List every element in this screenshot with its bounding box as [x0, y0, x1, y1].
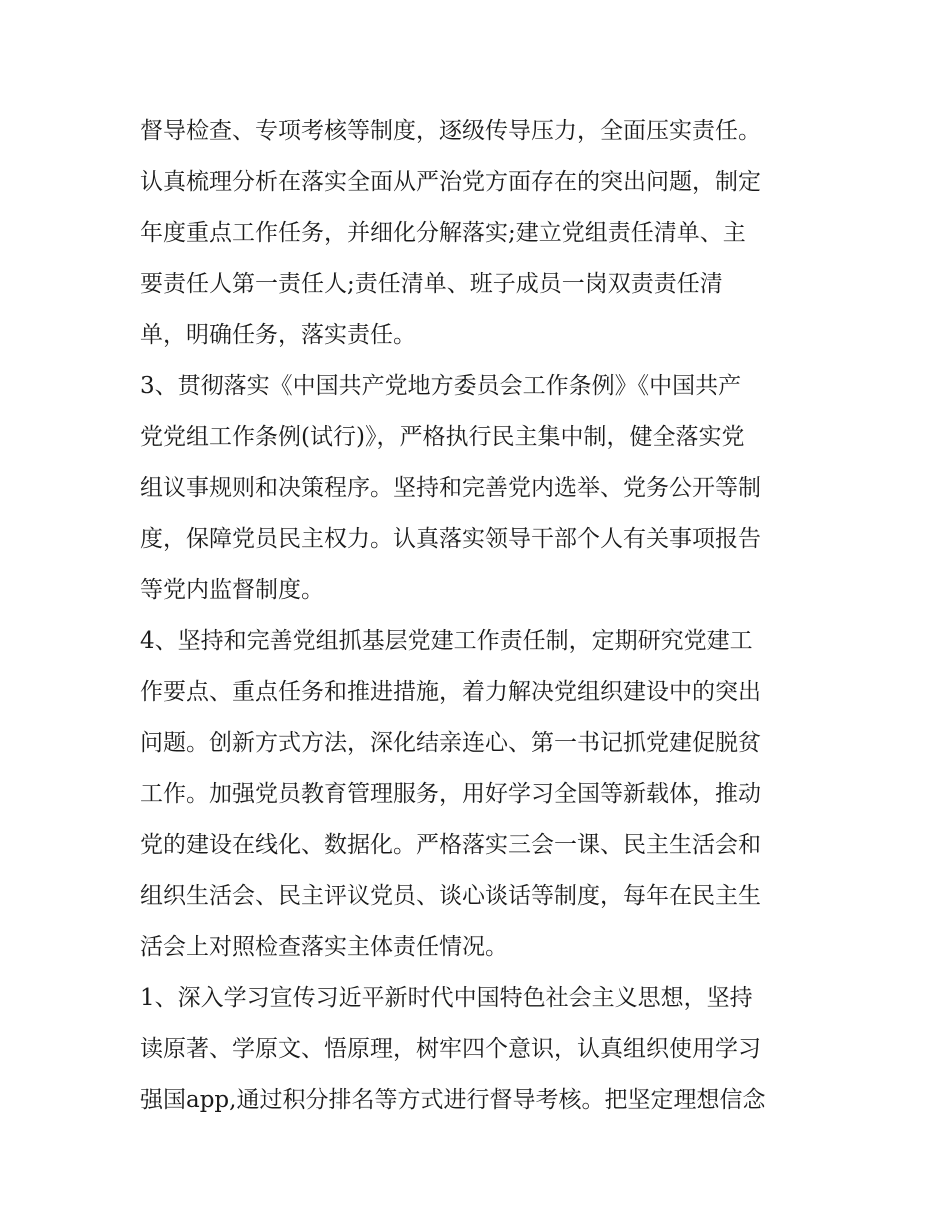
- text-line: 年度重点工作任务，并细化分解落实;建立党组责任清单、主: [140, 220, 746, 246]
- text-line: 等党内监督制度。: [140, 577, 324, 603]
- text-line: 问题。创新方式方法，深化结亲连心、第一书记抓党建促脱贫: [140, 730, 761, 756]
- text-line: 4、坚持和完善党组抓基层党建工作责任制，定期研究党建工: [140, 628, 753, 654]
- text-line: 读原著、学原文、悟原理，树牢四个意识，认真组织使用学习: [140, 1036, 761, 1062]
- text-line: 3、贯彻落实《中国共产党地方委员会工作条例》《中国共产: [140, 373, 742, 399]
- text-line: 单，明确任务，落实责任。: [140, 322, 416, 348]
- text-line: 要责任人第一责任人;责任清单、班子成员一岗双责责任清: [140, 271, 723, 297]
- text-line: 组织生活会、民主评议党员、谈心谈话等制度，每年在民主生: [140, 883, 761, 909]
- text-line: 度，保障党员民主权力。认真落实领导干部个人有关事项报告: [140, 526, 761, 552]
- text-line: 工作。加强党员教育管理服务，用好学习全国等新载体，推动: [140, 781, 761, 807]
- text-line: 1、深入学习宣传习近平新时代中国特色社会主义思想，坚持: [140, 985, 753, 1011]
- text-line: 组议事规则和决策程序。坚持和完善党内选举、党务公开等制: [140, 475, 761, 501]
- document-body: [140, 106, 820, 1126]
- text-line: 强国app,通过积分排名等方式进行督导考核。把坚定理想信念: [140, 1087, 766, 1113]
- text-line: 作要点、重点任务和推进措施，着力解决党组织建设中的突出: [140, 679, 761, 705]
- text-line: 认真梳理分析在落实全面从严治党方面存在的突出问题，制定: [140, 169, 761, 195]
- text-line: 党党组工作条例(试行)》，严格执行民主集中制，健全落实党: [140, 424, 745, 450]
- text-line: 党的建设在线化、数据化。严格落实三会一课、民主生活会和: [140, 832, 761, 858]
- text-line: 督导检查、专项考核等制度，逐级传导压力，全面压实责任。: [140, 118, 761, 144]
- text-line: 活会上对照检查落实主体责任情况。: [140, 934, 508, 960]
